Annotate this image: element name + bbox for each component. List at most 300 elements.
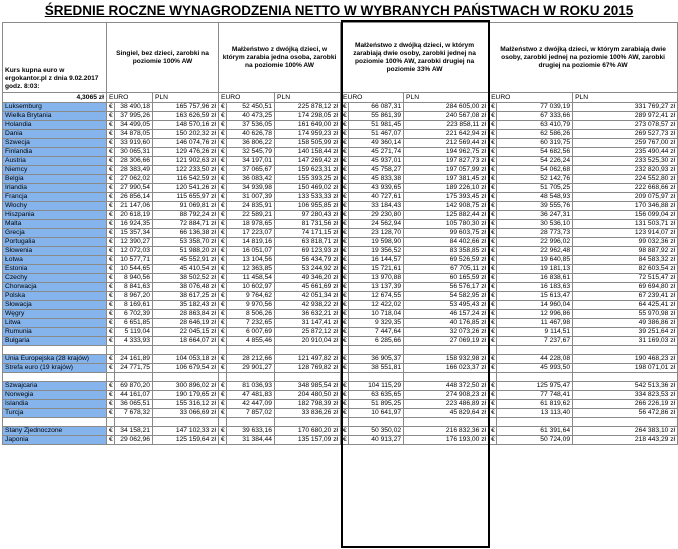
value-pln: 156 099,04 zł (573, 211, 678, 220)
value-eur: 4 855,46 (227, 337, 275, 346)
country-name: Norwegia (3, 391, 107, 400)
value-pln: 146 074,76 zł (153, 139, 219, 148)
value-eur: 10 718,04 (349, 310, 404, 319)
euro-symbol: € (219, 166, 227, 175)
value-pln: 40 176,85 zł (404, 319, 489, 328)
value-pln: 135 157,09 zł (275, 436, 341, 445)
country-name: Polska (3, 292, 107, 301)
value-pln: 82 603,54 zł (573, 265, 678, 274)
col-header-one-earner: Małżeństwo z dwójką dzieci, w którym zarabia jedna osoba, zarobki na poziomie 100% AW (219, 23, 341, 93)
value-pln: 51 988,20 zł (153, 247, 219, 256)
value-eur: 49 360,14 (349, 139, 404, 148)
table-row (3, 175, 678, 184)
country-name: Islandia (3, 400, 107, 409)
table-row (3, 247, 678, 256)
euro-symbol: € (489, 364, 497, 373)
value-pln: 155 393,25 zł (275, 175, 341, 184)
value-pln: 240 567,08 zł (404, 112, 489, 121)
country-name: Portugalia (3, 238, 107, 247)
euro-symbol: € (107, 211, 115, 220)
euro-symbol: € (341, 274, 349, 283)
value-eur: 104 115,29 (349, 382, 404, 391)
euro-symbol: € (107, 157, 115, 166)
table-row (3, 328, 678, 337)
value-pln: 189 226,10 zł (404, 184, 489, 193)
euro-symbol: € (489, 382, 497, 391)
value-pln: 69 526,59 zł (404, 256, 489, 265)
country-name: Hiszpania (3, 211, 107, 220)
value-pln: 348 985,54 zł (275, 382, 341, 391)
value-pln: 83 358,85 zł (404, 247, 489, 256)
value-eur: 14 960,04 (497, 301, 573, 310)
value-eur: 27 062,02 (115, 175, 153, 184)
value-pln: 115 655,97 zł (153, 193, 219, 202)
value-pln: 289 972,41 zł (573, 112, 678, 121)
value-eur: 51 895,25 (349, 400, 404, 409)
value-eur: 45 833,38 (349, 175, 404, 184)
country-name: Słowenia (3, 247, 107, 256)
value-pln: 334 823,53 zł (573, 391, 678, 400)
value-pln: 264 383,10 zł (573, 427, 678, 436)
value-pln: 235 490,44 zł (573, 148, 678, 157)
value-pln: 300 896,02 zł (153, 382, 219, 391)
table-row (3, 391, 678, 400)
country-name: Rumunia (3, 328, 107, 337)
value-pln: 197 381,45 zł (404, 175, 489, 184)
table-row (3, 409, 678, 418)
country-name: Wielka Brytania (3, 112, 107, 121)
euro-symbol: € (219, 364, 227, 373)
table-row (3, 103, 678, 112)
value-eur: 8 169,61 (115, 301, 153, 310)
euro-symbol: € (219, 400, 227, 409)
value-pln: 45 552,91 zł (153, 256, 219, 265)
value-pln: 46 157,24 zł (404, 310, 489, 319)
euro-symbol: € (341, 175, 349, 184)
value-eur: 11 458,54 (227, 274, 275, 283)
euro-symbol: € (489, 148, 497, 157)
value-pln: 45 829,64 zł (404, 409, 489, 418)
value-eur: 28 212,66 (227, 355, 275, 364)
value-eur: 7 857,02 (227, 409, 275, 418)
value-eur: 44 228,08 (497, 355, 573, 364)
value-eur: 22 962,48 (497, 247, 573, 256)
value-pln: 104 053,18 zł (153, 355, 219, 364)
value-eur: 19 181,13 (497, 265, 573, 274)
value-pln: 69 694,80 zł (573, 283, 678, 292)
value-eur: 40 473,25 (227, 112, 275, 121)
euro-symbol: € (489, 436, 497, 445)
value-pln: 33 836,26 zł (275, 409, 341, 418)
value-pln: 284 605,00 zł (404, 103, 489, 112)
table-row (3, 337, 678, 346)
euro-symbol: € (107, 112, 115, 121)
page-title: ŚREDNIE ROCZNE WYNAGRODZENIA NETTO W WYBRANYCH PAŃSTWACH W ROKU 2015 (44, 3, 634, 18)
euro-symbol: € (489, 328, 497, 337)
euro-symbol: € (219, 310, 227, 319)
country-name: Malta (3, 220, 107, 229)
value-pln: 194 962,75 zł (404, 148, 489, 157)
euro-symbol: € (489, 112, 497, 121)
value-eur: 60 319,75 (497, 139, 573, 148)
value-eur: 9 329,35 (349, 319, 404, 328)
value-pln: 161 649,00 zł (275, 121, 341, 130)
table-row (3, 202, 678, 211)
value-pln: 128 769,82 zł (275, 364, 341, 373)
value-pln: 274 908,23 zł (404, 391, 489, 400)
value-pln: 74 171,15 zł (275, 229, 341, 238)
euro-symbol: € (341, 355, 349, 364)
value-eur: 48 548,93 (497, 193, 573, 202)
value-pln: 53 358,70 zł (153, 238, 219, 247)
value-pln: 67 705,11 zł (404, 265, 489, 274)
value-eur: 4 333,93 (115, 337, 153, 346)
euro-symbol: € (341, 292, 349, 301)
value-pln: 212 569,44 zł (404, 139, 489, 148)
table-row (3, 355, 678, 364)
euro-symbol: € (219, 355, 227, 364)
value-eur: 66 087,31 (349, 103, 404, 112)
value-eur: 51 981,45 (349, 121, 404, 130)
col-header-single: Singiel, bez dzieci, zarobki na poziomie 100% AW (107, 23, 219, 93)
value-eur: 5 119,04 (115, 328, 153, 337)
euro-symbol: € (341, 139, 349, 148)
euro-symbol: € (489, 301, 497, 310)
value-eur: 34 939,98 (227, 184, 275, 193)
euro-symbol: € (489, 157, 497, 166)
value-pln: 39 251,64 zł (573, 328, 678, 337)
value-eur: 13 970,88 (349, 274, 404, 283)
table-row (3, 310, 678, 319)
euro-symbol: € (219, 256, 227, 265)
country-name: Unia Europejska (28 krajów) (3, 355, 107, 364)
value-pln: 56 576,17 zł (404, 283, 489, 292)
value-eur: 36 083,42 (227, 175, 275, 184)
table-row (3, 256, 678, 265)
value-pln: 158 505,99 zł (275, 139, 341, 148)
value-pln: 53 244,92 zł (275, 265, 341, 274)
value-pln: 170 346,88 zł (573, 202, 678, 211)
euro-symbol: € (107, 319, 115, 328)
euro-symbol: € (219, 328, 227, 337)
value-eur: 24 835,91 (227, 202, 275, 211)
value-pln: 38 502,52 zł (153, 274, 219, 283)
value-pln: 60 165,59 zł (404, 274, 489, 283)
value-pln: 22 045,15 zł (153, 328, 219, 337)
euro-symbol: € (107, 337, 115, 346)
value-eur: 19 598,90 (349, 238, 404, 247)
value-eur: 47 481,83 (227, 391, 275, 400)
value-pln: 53 495,43 zł (404, 301, 489, 310)
country-name: Estonia (3, 265, 107, 274)
value-pln: 209 075,97 zł (573, 193, 678, 202)
value-eur: 39 555,76 (497, 202, 573, 211)
euro-symbol: € (219, 391, 227, 400)
value-eur: 14 819,16 (227, 238, 275, 247)
value-eur: 7 232,65 (227, 319, 275, 328)
unit-eur: EURO (107, 93, 153, 103)
euro-symbol: € (341, 328, 349, 337)
spacer-row (3, 346, 678, 355)
value-eur: 67 333,66 (497, 112, 573, 121)
value-eur: 33 184,43 (349, 202, 404, 211)
value-pln: 223 486,89 zł (404, 400, 489, 409)
euro-symbol: € (341, 283, 349, 292)
value-pln: 175 393,45 zł (404, 193, 489, 202)
euro-symbol: € (489, 292, 497, 301)
euro-symbol: € (107, 391, 115, 400)
euro-symbol: € (489, 202, 497, 211)
value-pln: 223 858,11 zł (404, 121, 489, 130)
euro-symbol: € (341, 364, 349, 373)
value-pln: 221 642,94 zł (404, 130, 489, 139)
value-eur: 54 682,56 (497, 148, 573, 157)
value-pln: 190 468,23 zł (573, 355, 678, 364)
value-eur: 15 613,47 (497, 292, 573, 301)
value-eur: 8 940,56 (115, 274, 153, 283)
value-eur: 34 158,21 (115, 427, 153, 436)
value-pln: 45 410,54 zł (153, 265, 219, 274)
value-pln: 28 863,84 zł (153, 310, 219, 319)
value-pln: 120 541,26 zł (153, 184, 219, 193)
value-pln: 218 443,29 zł (573, 436, 678, 445)
euro-symbol: € (489, 166, 497, 175)
value-pln: 38 076,48 zł (153, 283, 219, 292)
euro-symbol: € (219, 436, 227, 445)
euro-symbol: € (219, 319, 227, 328)
value-eur: 12 996,86 (497, 310, 573, 319)
value-pln: 32 073,26 zł (404, 328, 489, 337)
euro-symbol: € (219, 229, 227, 238)
value-pln: 38 617,25 zł (153, 292, 219, 301)
spacer-row (3, 373, 678, 382)
euro-symbol: € (489, 175, 497, 184)
table-row (3, 319, 678, 328)
euro-symbol: € (107, 175, 115, 184)
value-pln: 25 872,12 zł (275, 328, 341, 337)
value-eur: 81 036,93 (227, 382, 275, 391)
value-eur: 29 230,80 (349, 211, 404, 220)
country-name: Szwecja (3, 139, 107, 148)
value-pln: 105 780,30 zł (404, 220, 489, 229)
value-eur: 9 114,51 (497, 328, 573, 337)
euro-symbol: € (341, 409, 349, 418)
euro-symbol: € (107, 328, 115, 337)
value-eur: 69 870,20 (115, 382, 153, 391)
country-name: Francja (3, 193, 107, 202)
euro-symbol: € (341, 103, 349, 112)
value-eur: 54 226,24 (497, 157, 573, 166)
value-eur: 28 773,73 (497, 229, 573, 238)
euro-symbol: € (341, 427, 349, 436)
value-eur: 63 410,79 (497, 121, 573, 130)
value-eur: 16 183,63 (497, 283, 573, 292)
country-name: Irlandia (3, 184, 107, 193)
value-eur: 29 901,27 (227, 364, 275, 373)
value-eur: 24 161,89 (115, 355, 153, 364)
euro-symbol: € (489, 220, 497, 229)
value-eur: 52 450,51 (227, 103, 275, 112)
value-eur: 42 447,09 (227, 400, 275, 409)
value-pln: 197 827,73 zł (404, 157, 489, 166)
euro-symbol: € (489, 283, 497, 292)
euro-symbol: € (219, 238, 227, 247)
value-eur: 77 039,19 (497, 103, 573, 112)
header-row (3, 23, 678, 93)
value-pln: 224 552,80 zł (573, 175, 678, 184)
value-eur: 8 506,26 (227, 310, 275, 319)
euro-symbol: € (489, 265, 497, 274)
value-pln: 190 179,65 zł (153, 391, 219, 400)
euro-symbol: € (219, 112, 227, 121)
euro-symbol: € (489, 229, 497, 238)
value-pln: 159 623,31 zł (275, 166, 341, 175)
value-pln: 170 680,20 zł (275, 427, 341, 436)
unit-pln: PLN (573, 93, 678, 103)
country-name: Słowacja (3, 301, 107, 310)
country-name: Grecja (3, 229, 107, 238)
value-eur: 31 384,44 (227, 436, 275, 445)
euro-symbol: € (219, 274, 227, 283)
value-eur: 61 391,64 (497, 427, 573, 436)
value-eur: 19 640,85 (497, 256, 573, 265)
value-eur: 50 724,09 (497, 436, 573, 445)
table-row (3, 184, 678, 193)
country-name: Austria (3, 157, 107, 166)
euro-symbol: € (219, 184, 227, 193)
euro-symbol: € (219, 103, 227, 112)
unit-eur: EURO (341, 93, 404, 103)
euro-symbol: € (489, 238, 497, 247)
value-pln: 542 513,36 zł (573, 382, 678, 391)
euro-symbol: € (107, 427, 115, 436)
unit-eur: EURO (489, 93, 573, 103)
euro-symbol: € (219, 382, 227, 391)
table-row (3, 427, 678, 436)
value-eur: 40 727,61 (349, 193, 404, 202)
value-pln: 81 731,56 zł (275, 220, 341, 229)
value-eur: 34 499,05 (115, 121, 153, 130)
country-name: Finlandia (3, 148, 107, 157)
spacer-row (3, 418, 678, 427)
value-eur: 17 223,07 (227, 229, 275, 238)
value-eur: 61 819,62 (497, 400, 573, 409)
euro-symbol: € (489, 247, 497, 256)
euro-symbol: € (341, 382, 349, 391)
value-eur: 10 641,97 (349, 409, 404, 418)
col-header-two-earners-67: Małżeństwo z dwójką dzieci, w którym zarabiają dwie osoby, zarobki jednej na poziomie 100% AW, zarobki drugiej na poziomie 67% AW (489, 23, 678, 93)
value-eur: 18 978,65 (227, 220, 275, 229)
value-eur: 34 197,01 (227, 157, 275, 166)
value-pln: 49 346,20 zł (275, 274, 341, 283)
country-name: Litwa (3, 319, 107, 328)
value-pln: 56 434,79 zł (275, 256, 341, 265)
euro-symbol: € (107, 436, 115, 445)
value-pln: 133 533,33 zł (275, 193, 341, 202)
value-eur: 43 939,65 (349, 184, 404, 193)
euro-symbol: € (341, 112, 349, 121)
euro-symbol: € (219, 220, 227, 229)
value-eur: 32 545,79 (227, 148, 275, 157)
euro-symbol: € (341, 301, 349, 310)
value-pln: 140 158,44 zł (275, 148, 341, 157)
euro-symbol: € (219, 427, 227, 436)
value-eur: 34 878,05 (115, 130, 153, 139)
value-eur: 45 271,74 (349, 148, 404, 157)
euro-symbol: € (489, 139, 497, 148)
table-row (3, 130, 678, 139)
euro-symbol: € (489, 355, 497, 364)
value-pln: 64 425,41 zł (573, 301, 678, 310)
euro-symbol: € (219, 211, 227, 220)
value-pln: 45 661,69 zł (275, 283, 341, 292)
euro-symbol: € (341, 256, 349, 265)
euro-symbol: € (219, 130, 227, 139)
euro-symbol: € (107, 166, 115, 175)
unit-pln: PLN (404, 93, 489, 103)
euro-symbol: € (489, 256, 497, 265)
value-eur: 15 357,34 (115, 229, 153, 238)
table-row (3, 121, 678, 130)
euro-symbol: € (341, 157, 349, 166)
value-pln: 148 570,16 zł (153, 121, 219, 130)
value-pln: 99 603,75 zł (404, 229, 489, 238)
unit-eur: EURO (219, 93, 275, 103)
table-row (3, 382, 678, 391)
value-eur: 37 065,67 (227, 166, 275, 175)
value-pln: 121 902,63 zł (153, 157, 219, 166)
euro-symbol: € (341, 436, 349, 445)
euro-symbol: € (107, 220, 115, 229)
value-eur: 21 147,06 (115, 202, 153, 211)
euro-symbol: € (489, 211, 497, 220)
value-eur: 16 924,35 (115, 220, 153, 229)
euro-symbol: € (341, 184, 349, 193)
value-eur: 38 490,18 (115, 103, 153, 112)
table-row (3, 157, 678, 166)
table-row (3, 139, 678, 148)
euro-symbol: € (341, 310, 349, 319)
value-pln: 131 503,71 zł (573, 220, 678, 229)
value-eur: 44 161,07 (115, 391, 153, 400)
value-pln: 84 402,66 zł (404, 238, 489, 247)
euro-symbol: € (489, 427, 497, 436)
table-row (3, 112, 678, 121)
euro-symbol: € (341, 391, 349, 400)
euro-symbol: € (107, 283, 115, 292)
value-eur: 9 764,62 (227, 292, 275, 301)
value-eur: 7 447,64 (349, 328, 404, 337)
value-pln: 165 757,96 zł (153, 103, 219, 112)
euro-symbol: € (219, 337, 227, 346)
value-eur: 37 995,26 (115, 112, 153, 121)
euro-symbol: € (489, 391, 497, 400)
value-pln: 150 202,32 zł (153, 130, 219, 139)
value-pln: 273 078,57 zł (573, 121, 678, 130)
value-eur: 19 356,52 (349, 247, 404, 256)
euro-symbol: € (107, 364, 115, 373)
euro-symbol: € (107, 238, 115, 247)
value-pln: 129 476,26 zł (153, 148, 219, 157)
value-pln: 28 646,19 zł (153, 319, 219, 328)
value-eur: 45 937,01 (349, 157, 404, 166)
value-eur: 36 065,51 (115, 400, 153, 409)
value-eur: 6 285,66 (349, 337, 404, 346)
value-eur: 12 363,85 (227, 265, 275, 274)
euro-symbol: € (341, 130, 349, 139)
euro-symbol: € (341, 319, 349, 328)
value-eur: 26 856,14 (115, 193, 153, 202)
